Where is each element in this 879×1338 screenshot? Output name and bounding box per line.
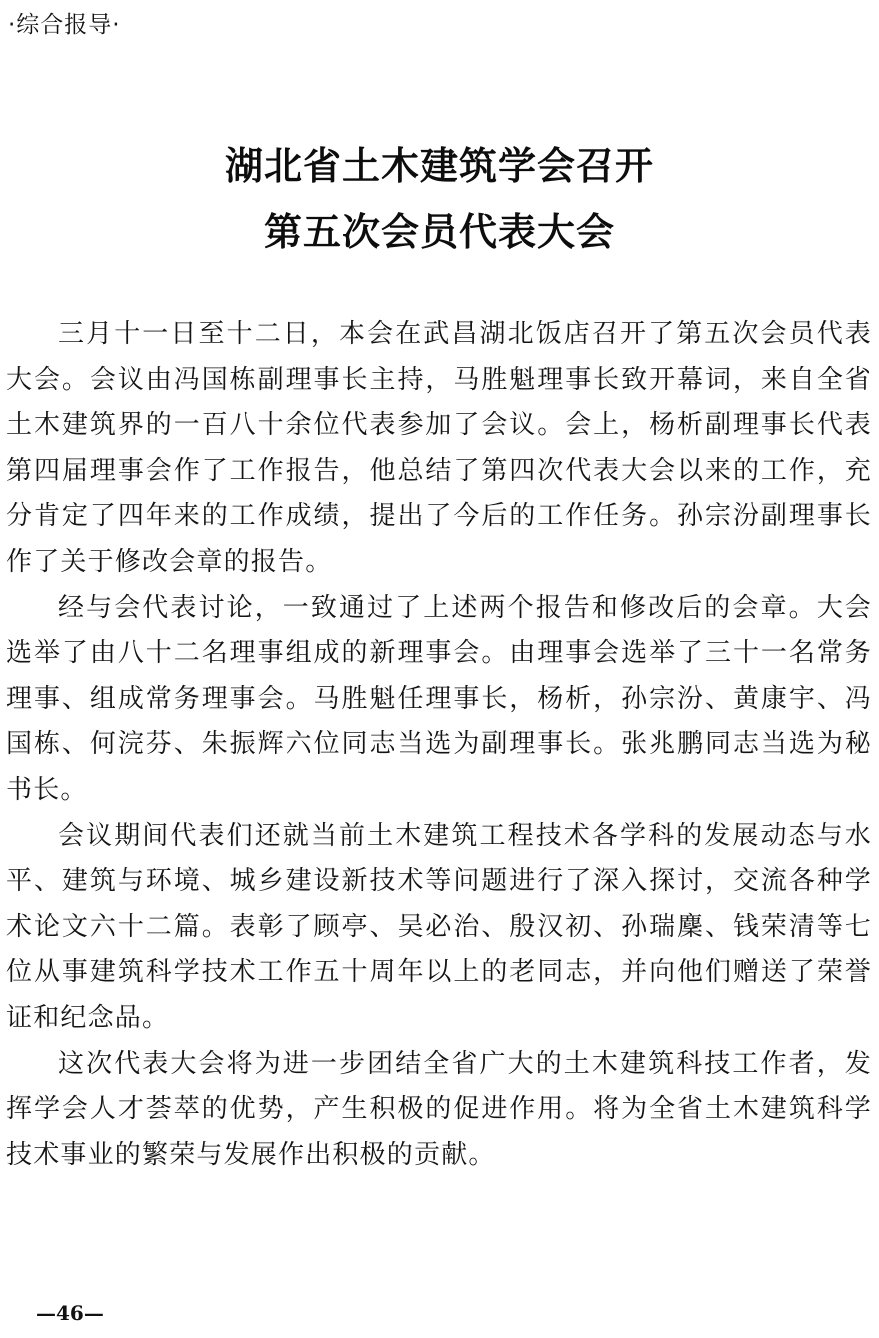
article-title-line-2: 第五次会员代表大会 [263,210,615,254]
article-body [6,312,872,1178]
section-label: ·综合报导· [8,12,121,38]
page-number: —46— [36,1301,104,1325]
paragraph-1: 三月十一日至十二日，本会在武昌湖北饭店召开了第五次会员代表大会。会议由冯国栋副理事长主持，马胜魁理事长致开幕词，来自全省土木建筑界的一百八十余位代表参加了会议。会上，杨析副理事长代表第四届理事会作了工作报告，他总结了第四次代表大会以来的工作，充分肯定了四年来的工作成绩，提出了今后的工作任务。孙宗汾副理事长作了关于修改会章的报告。 [6,319,872,577]
paragraph-4: 这次代表大会将为进一步团结全省广大的土木建筑科技工作者，发挥学会人才荟萃的优势，产生积极的促进作用。将为全省土木建筑科学技术事业的繁荣与发展作出积极的贡献。 [6,1048,872,1170]
article-title-line-1: 湖北省土木建筑学会召开 [224,144,654,188]
paragraph-2: 经与会代表讨论，一致通过了上述两个报告和修改后的会章。大会选举了由八十二名理事组成的新理事会。由理事会选举了三十一名常务理事、组成常务理事会。马胜魁任理事长，杨析，孙宗汾、黄康宇、冯国栋、何浣芬、朱振辉六位同志当选为副理事长。张兆鹏同志当选为秘书长。 [6,592,872,805]
paragraph-3: 会议期间代表们还就当前土木建筑工程技术各学科的发展动态与水平、建筑与环境、城乡建设新技术等问题进行了深入探讨，交流各种学术论文六十二篇。表彰了顾亭、吴必治、殷汉初、孙瑞麇、钱荣清等七位从事建筑科学技术工作五十周年以上的老同志，并向他们赠送了荣誉证和纪念品。 [6,820,872,1033]
